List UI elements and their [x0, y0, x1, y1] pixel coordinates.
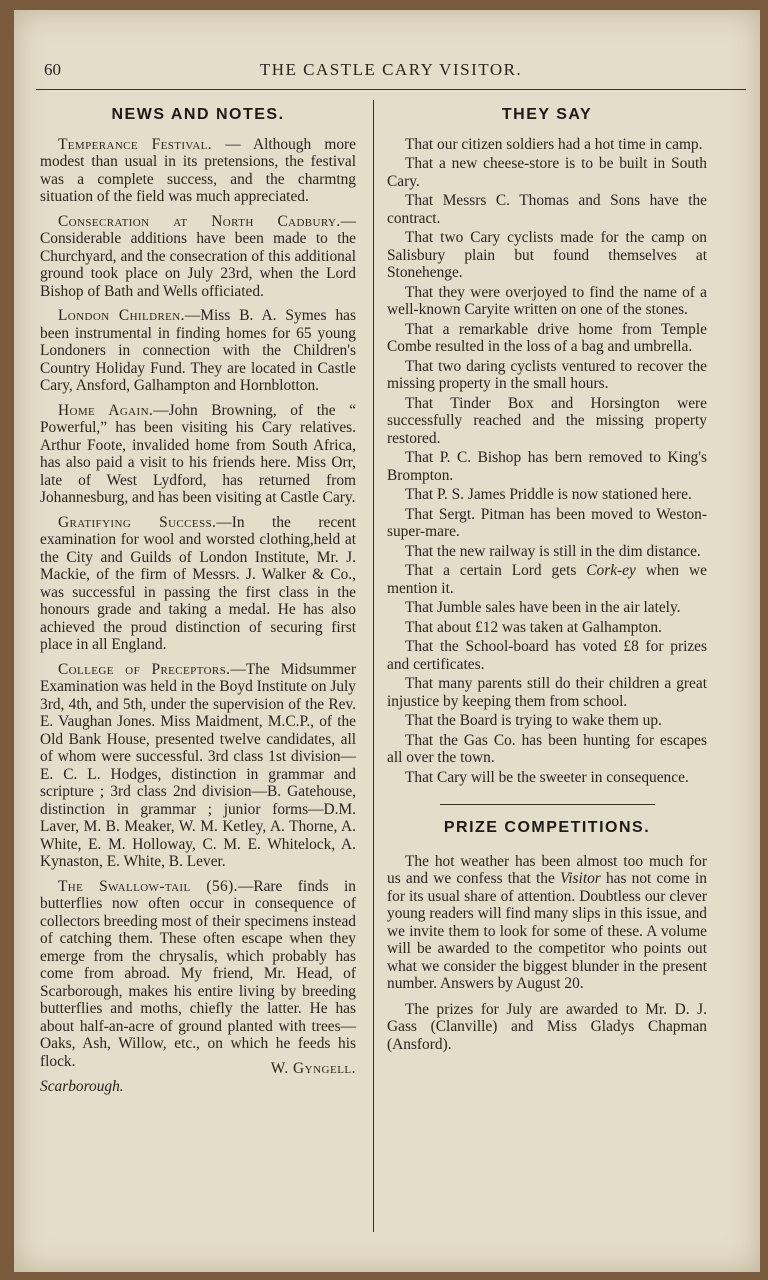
they-say-item: That two Cary cyclists made for the camp on Salisbury plain but found themselves at Stonehenge.	[387, 229, 707, 281]
they-say-item: That two daring cyclists ventured to recover the missing property in the small hours.	[387, 357, 707, 392]
they-say-item: That Messrs C. Thomas and Sons have the contract.	[387, 192, 707, 227]
news-item-body: —Rare finds in butterflies now often occur in consequence of collectors breeding most of their specimens instead of catching them. These often escape when they emerge from the chrysalis, which probably has come from abroad. My friend, Mr. Head, of Scarborough, makes his entire living by breeding butterflies and moths, chiefly the latter. He has about half-an-acre of ground planted with trees—Oaks, Ash, Willow, etc., on which he feeds his flock.	[40, 877, 356, 1070]
they-say-item: That many parents still do their children a great injustice by keeping them from school.	[387, 675, 707, 710]
publication-title: THE CASTLE CARY VISITOR.	[259, 60, 523, 79]
page-header	[40, 56, 742, 86]
prize-p1-italic: Visitor	[560, 870, 601, 887]
they-say-item: That the School-board has voted £8 for prizes and certificates.	[387, 638, 707, 673]
news-item-consecration	[40, 213, 356, 301]
they-say-item: That our citizen soldiers had a hot time in camp.	[405, 135, 703, 153]
prize-paragraph-1	[387, 853, 707, 993]
news-item-heading: Consecration at North Cadbury.	[58, 212, 341, 230]
they-say-item: That about £12 was taken at Galhampton.	[405, 618, 662, 636]
news-item-body: —In the recent examination for wool and worsted clothing,held at the City and Guilds of London Institute, Mr. J. Mackie, of the firm of Messrs. J. Walker & Co., was successful in passing the first class in the honours grade and taking a medal. He has also achieved the proud distinction of securing first place in all England.	[40, 513, 356, 653]
prize-p1-end: has not come in for its usual share of attention. Doubtless our clever young readers will find many slips in this issue, and we invite them to look for some of these. A volume will be awarded to the competitor who points out what we consider the biggest blunder in the present number. Answers by August 20.	[387, 870, 708, 992]
page	[14, 10, 760, 1272]
news-item-temperance	[40, 136, 356, 206]
they-say-item: That the Board is trying to wake them up.	[405, 712, 662, 729]
news-item-body: —The Midsummer Examination was held in the Boyd Institute on July 3rd, 4th, and 5th, under the supervision of the Rev. E. Vaughan Jones. Miss Maidment, M.C.P., of the Old Bank House, presented twelve candidates, all of whom were successful. 3rd class 1st division—E. C. L. Hodges, distinction in grammar and scripture ; 3rd class 2nd division—B. Gatehouse, distinction in grammar ; junior forms—D.M. Laver, M. B. Meaker, W. M. Ketley, A. Thorne, A. White, E. M. Holloway, C. M. E. Whitelock, A. Kynaston, E. White, B. Lever.	[40, 660, 356, 870]
news-item-heading: London Children.	[58, 307, 185, 324]
news-item-heading: College of Preceptors.	[58, 660, 231, 678]
they-say-item-cork	[387, 562, 707, 597]
prize-p1-start: The hot weather has been almost too much for us and we confess that the	[387, 852, 707, 887]
prize-paragraph-2: The prizes for July are awarded to Mr. D. J. Gass (Clanville) and Miss Gladys Chapman (Ansford).	[387, 1000, 707, 1053]
news-item-london-children	[40, 307, 356, 395]
prize-competitions-title: PRIZE COMPETITIONS.	[443, 819, 651, 836]
news-item-gratifying-success	[40, 514, 356, 654]
page-number: 60	[44, 60, 61, 79]
cork-prefix: That a certain Lord gets	[405, 562, 587, 579]
prize-competitions-section	[387, 819, 707, 1053]
news-item-heading: Temperance Festival.	[58, 135, 213, 153]
section-separator	[440, 804, 655, 805]
cork-word: Cork-ey	[586, 562, 636, 579]
author-signature: W. Gyngell.	[270, 1060, 356, 1077]
header-rule	[36, 89, 746, 90]
signature-place: Scarborough.	[40, 1077, 124, 1095]
news-item-swallow-tail	[40, 878, 356, 1071]
news-and-notes-title: NEWS AND NOTES.	[111, 106, 285, 123]
they-say-item: That a new cheese-store is to be built in South Cary.	[387, 155, 707, 190]
they-say-item: That P. S. James Priddle is now stationed here.	[405, 486, 692, 503]
news-item-heading: Home Again.	[58, 401, 154, 419]
column-divider	[373, 100, 374, 1232]
news-item-body: — Although more modest than usual in its pretensions, the festival was a complete success, and the charmtng situation of the field was much appreciated.	[40, 135, 356, 205]
they-say-item: That P. C. Bishop has bern removed to King's Brompton.	[387, 449, 707, 484]
news-item-body: —Considerable additions have been made to the Churchyard, and the consecration of this additional ground took place on July 23rd, when the Lord Bishop of Bath and Wells officiated.	[40, 212, 356, 300]
they-say-item: That the new railway is still in the dim distance.	[405, 542, 701, 560]
they-say-column	[387, 102, 707, 1061]
they-say-title: THEY SAY	[501, 106, 593, 123]
news-item-heading: Gratifying Success.	[58, 513, 217, 531]
they-say-item: That they were overjoyed to find the name of a well-known Caryite written on one of the stones.	[387, 283, 707, 318]
they-say-item: That Sergt. Pitman has been moved to Weston-super-mare.	[387, 505, 707, 540]
they-say-item: That Cary will be the sweeter in consequence.	[405, 768, 689, 786]
news-and-notes-column	[40, 102, 356, 1102]
news-item-body: —Miss B. A. Symes has been instrumental in finding homes for 65 young Londoners in connection with the Children's Country Holiday Fund. They are located in Castle Cary, Ansford, Galhampton and Hornblotton.	[40, 307, 356, 394]
news-item-heading: The Swallow-tail (56).	[58, 877, 238, 895]
they-say-item: That Jumble sales have been in the air lately.	[405, 599, 681, 616]
they-say-item: That the Gas Co. has been hunting for escapes all over the town.	[387, 731, 707, 766]
cork-suffix: when we mention it.	[387, 562, 707, 597]
they-say-item: That a remarkable drive home from Temple Combe resulted in the loss of a bag and umbrella.	[387, 320, 707, 355]
news-item-home-again	[40, 402, 356, 507]
news-item-college-of-preceptors	[40, 661, 356, 871]
news-item-body: —John Browning, of the “ Powerful,” has been visiting his Cary relatives. Arthur Foote, invalided home from South Africa, has also paid a visit to his friends here. Miss Orr, late of West Lydford, has returned from Johannesburg, and has been visiting at Castle Cary.	[40, 401, 356, 506]
they-say-item: That Tinder Box and Horsington were successfully reached and the missing property restored.	[387, 394, 707, 447]
